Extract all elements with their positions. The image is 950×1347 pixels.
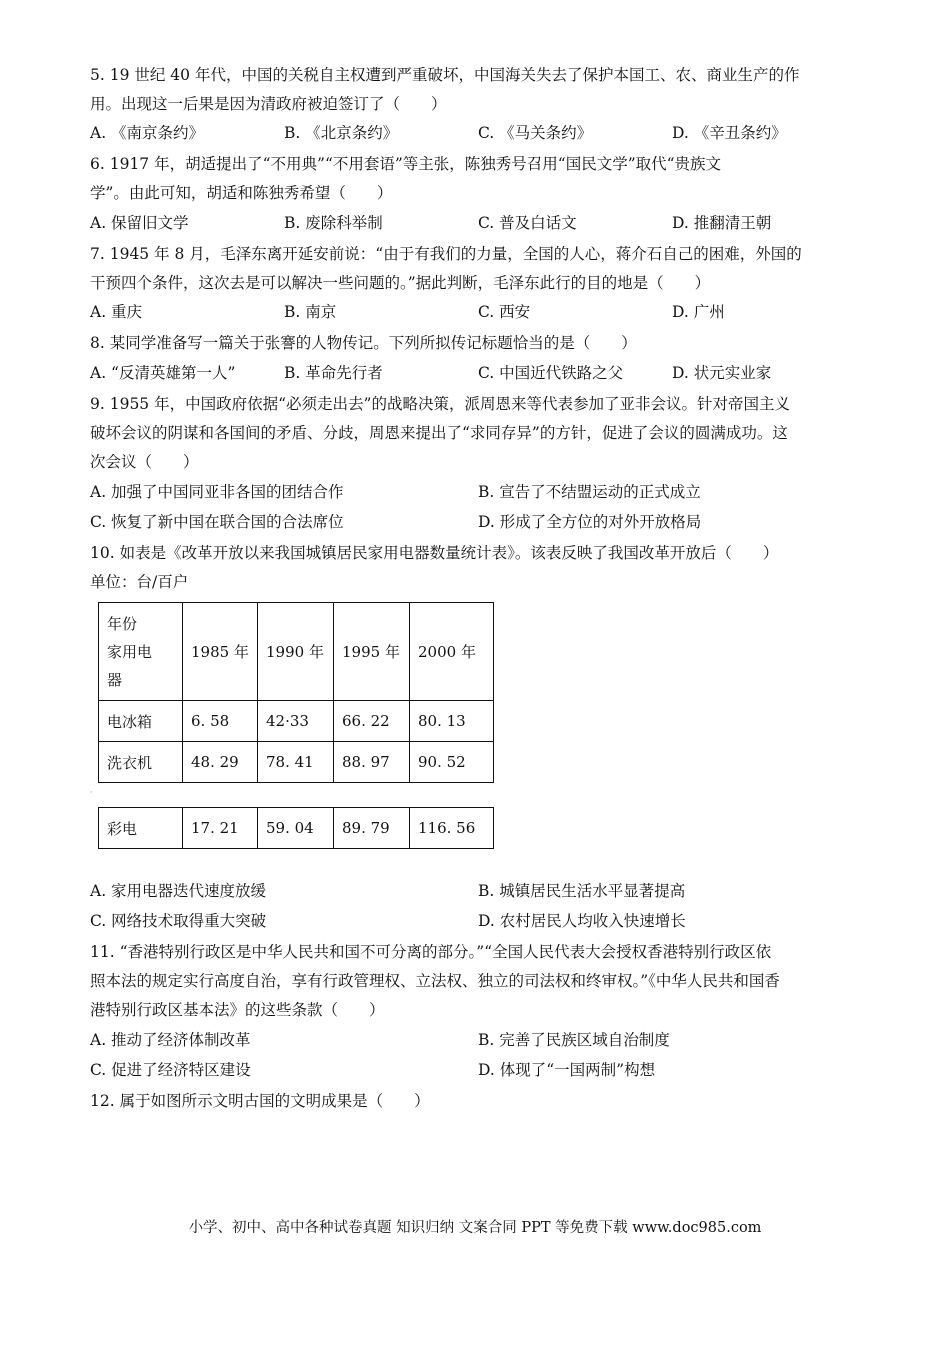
question-10-option-d: D. 农村居民人均收入快速增长	[478, 912, 686, 930]
question-7-stem-line-1: 7. 1945 年 8 月，毛泽东离开延安前说：“由于有我们的力量，全国的人心，蒋介石自己的困难，外国的	[90, 245, 802, 263]
table-row-label: 彩电	[99, 808, 183, 849]
question-10-option-c: C. 网络技术取得重大突破	[90, 912, 267, 930]
question-5-option-d: D. 《辛丑条约》	[672, 124, 787, 142]
page-footer: 小学、初中、高中各种试卷真题 知识归纳 文案合同 PPT 等免费下载 www.doc985.com	[188, 1220, 762, 1236]
question-11-option-b: B. 完善了民族区域自治制度	[478, 1031, 670, 1049]
question-7-option-b: B. 南京	[284, 303, 337, 321]
question-11-option-c: C. 促进了经济特区建设	[90, 1061, 251, 1079]
question-11-option-a: A. 推动了经济体制改革	[90, 1031, 251, 1049]
question-5-option-a: A. 《南京条约》	[90, 124, 205, 142]
question-7-option-c: C. 西安	[478, 303, 531, 321]
corner-header-line-2: 家用电	[107, 642, 153, 661]
question-12-stem-line-1: 12. 属于如图所示文明古国的文明成果是（ ）	[90, 1092, 430, 1110]
question-6-option-b: B. 废除科举制	[284, 214, 383, 232]
question-8-option-a: A. “反清英雄第一人”	[90, 364, 236, 382]
table-row	[99, 742, 494, 783]
question-11-stem-line-2: 照本法的规定实行高度自治，享有行政管理权、立法权、独立的司法权和终审权。”《中华人民共和国香	[90, 972, 780, 990]
table-cell: 116. 56	[410, 808, 494, 849]
table-row-label: 洗衣机	[99, 742, 183, 783]
page-speck: ·	[90, 788, 93, 797]
question-11-stem-line-1: 11. “香港特别行政区是中华人民共和国不可分离的部分。”“全国人民代表大会授权香港特别行政区依	[90, 943, 772, 961]
table-cell: 80. 13	[410, 701, 494, 742]
question-9-option-a: A. 加强了中国同亚非各国的团结合作	[90, 483, 344, 501]
question-8-option-b: B. 革命先行者	[284, 364, 383, 382]
appliance-table-continued	[98, 807, 494, 849]
table-cell: 6. 58	[183, 701, 258, 742]
table-year-header: 1995 年	[334, 603, 410, 701]
table-corner-header	[99, 603, 183, 701]
question-5-option-b: B. 《北京条约》	[284, 124, 399, 142]
question-5-option-c: C. 《马关条约》	[478, 124, 593, 142]
table-year-header: 1990 年	[258, 603, 334, 701]
question-6-stem-line-1: 6. 1917 年，胡适提出了“不用典”“不用套语”等主张，陈独秀号召用“国民文学”取代“贵族文	[90, 155, 722, 173]
question-6-stem-line-2: 学”。由此可知，胡适和陈独秀希望（ ）	[90, 184, 393, 202]
question-6-option-c: C. 普及白话文	[478, 214, 577, 232]
question-6-option-a: A. 保留旧文学	[90, 214, 189, 232]
question-9-option-c: C. 恢复了新中国在联合国的合法席位	[90, 513, 344, 531]
table-cell: 78. 41	[258, 742, 334, 783]
table-header-row	[99, 603, 494, 701]
table-row	[99, 701, 494, 742]
question-7-option-d: D. 广州	[672, 303, 725, 321]
question-9-stem-line-3: 次会议（ ）	[90, 453, 199, 471]
question-10-option-b: B. 城镇居民生活水平显著提高	[478, 882, 686, 900]
table-year-header: 2000 年	[410, 603, 494, 701]
table-cell: 88. 97	[334, 742, 410, 783]
table-cell: 89. 79	[334, 808, 410, 849]
table-cell: 42·33	[258, 701, 334, 742]
question-8-option-c: C. 中国近代铁路之父	[478, 364, 624, 382]
table-cell: 66. 22	[334, 701, 410, 742]
question-6-option-d: D. 推翻清王朝	[672, 214, 772, 232]
question-9-stem-line-1: 9. 1955 年，中国政府依据“必须走出去”的战略决策，派周恩来等代表参加了亚非会议。针对帝国主义	[90, 395, 790, 413]
question-11-stem-line-3: 港特别行政区基本法》的这些条款（ ）	[90, 1001, 385, 1019]
question-11-option-d: D. 体现了“一国两制”构想	[478, 1061, 656, 1079]
question-5-stem-line-1: 5. 19 世纪 40 年代，中国的关税自主权遭到严重破坏，中国海关失去了保护本国工、农、商业生产的作	[90, 66, 800, 84]
question-8-stem-line-1: 8. 某同学准备写一篇关于张謇的人物传记。下列所拟传记标题恰当的是（ ）	[90, 334, 637, 352]
question-10-unit-label: 单位：台/百户	[90, 573, 189, 591]
table-row-label: 电冰箱	[99, 701, 183, 742]
question-5-stem-line-2: 用。出现这一后果是因为清政府被迫签订了（ ）	[90, 95, 447, 113]
table-cell: 48. 29	[183, 742, 258, 783]
table-cell: 90. 52	[410, 742, 494, 783]
table-cell: 59. 04	[258, 808, 334, 849]
table-year-header: 1985 年	[183, 603, 258, 701]
question-9-stem-line-2: 破坏会议的阴谋和各国间的矛盾、分歧，周恩来提出了“求同存异”的方针，促进了会议的圆满成功。这	[90, 424, 788, 442]
question-8-option-d: D. 状元实业家	[672, 364, 772, 382]
table-row	[99, 808, 494, 849]
appliance-table	[98, 602, 494, 783]
question-7-option-a: A. 重庆	[90, 303, 143, 321]
question-10-option-a: A. 家用电器迭代速度放缓	[90, 882, 267, 900]
table-cell: 17. 21	[183, 808, 258, 849]
question-9-option-d: D. 形成了全方位的对外开放格局	[478, 513, 702, 531]
question-7-stem-line-2: 干预四个条件，这次去是可以解决一些问题的。”据此判断，毛泽东此行的目的地是（ ）	[90, 274, 711, 292]
question-10-stem-line-1: 10. 如表是《改革开放以来我国城镇居民家用电器数量统计表》。该表反映了我国改革开放后（ ）	[90, 544, 779, 562]
corner-header-line-1: 年份	[107, 614, 138, 633]
corner-header-line-3: 器	[107, 670, 123, 689]
question-9-option-b: B. 宣告了不结盟运动的正式成立	[478, 483, 701, 501]
